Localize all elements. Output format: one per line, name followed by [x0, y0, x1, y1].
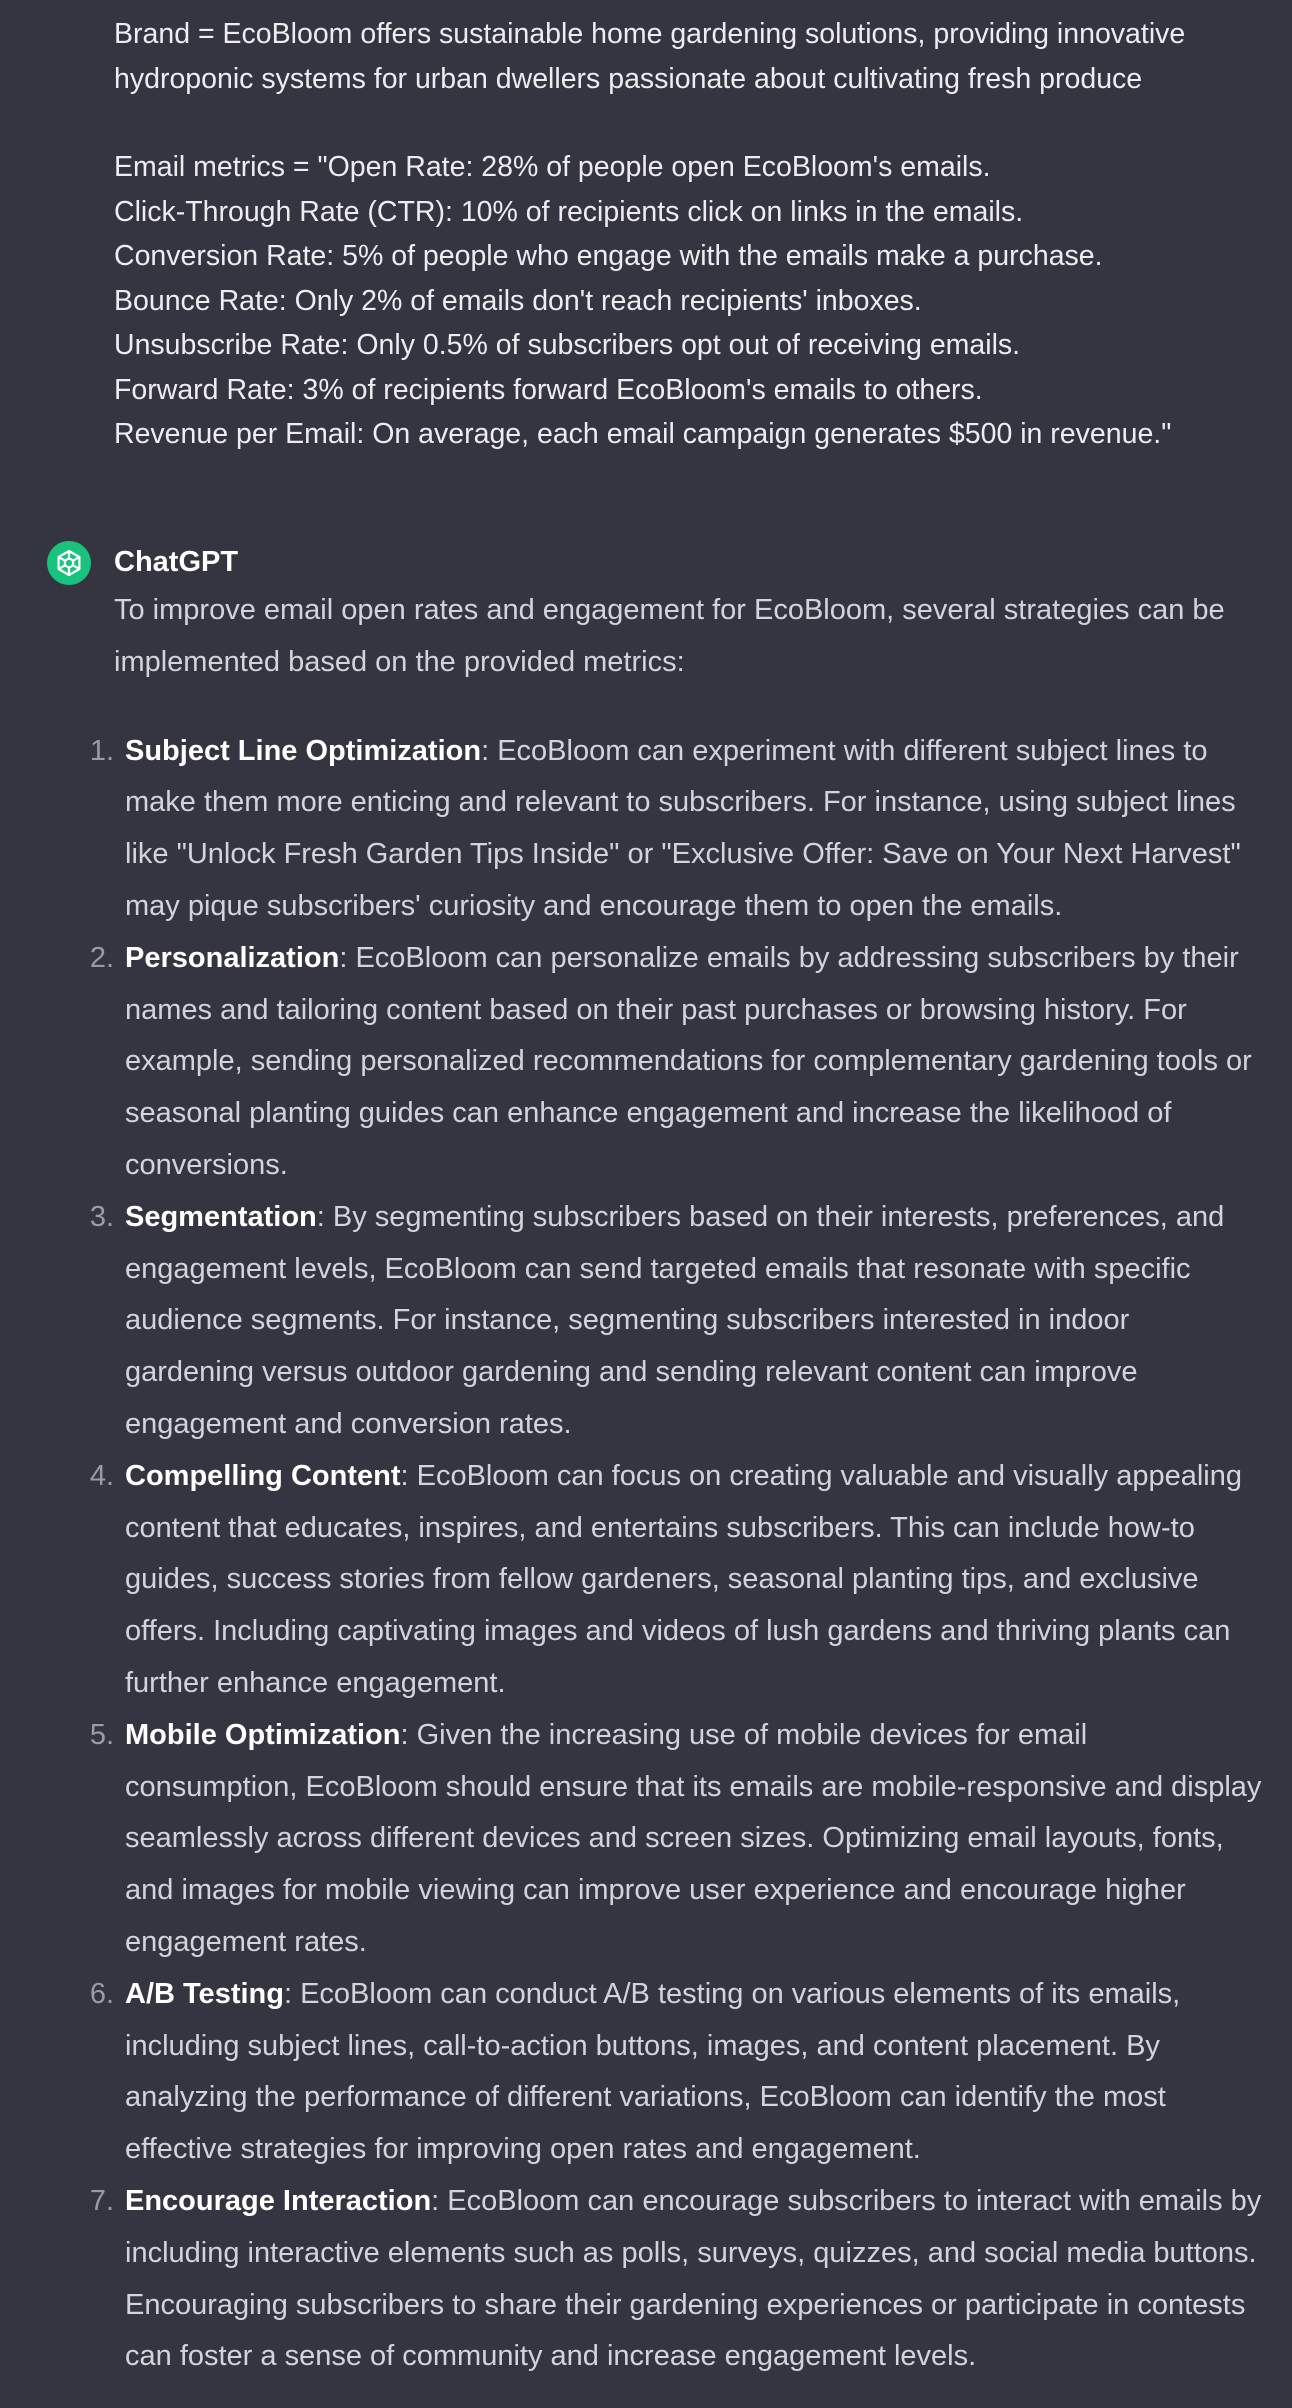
- list-item-title: Segmentation: [125, 1200, 317, 1233]
- list-item-title: Encourage Interaction: [125, 2184, 432, 2217]
- user-message-line: Revenue per Email: On average, each email campaign generates $500 in revenue.": [114, 418, 1172, 450]
- paragraph-gap: [114, 101, 1264, 145]
- list-item: [89, 1710, 1264, 1969]
- list-item: [89, 726, 1264, 933]
- assistant-message: [89, 585, 1264, 2383]
- openai-logo-icon: [54, 548, 84, 578]
- list-item: [89, 1451, 1264, 1710]
- list-number: 5.: [89, 1718, 114, 1751]
- assistant-avatar: [47, 541, 91, 585]
- assistant-name: ChatGPT: [114, 546, 239, 578]
- list-item-text: : Given the increasing use of mobile devices for email consumption, EcoBloom should ensure that its emails are mobile-responsive and display seamlessly across different devices and screen sizes. Optimizing email layouts, fonts, and images for mobile viewing can improve user experience and encourage higher engagement rates.: [125, 1718, 1262, 1958]
- list-item-text: : EcoBloom can conduct A/B testing on various elements of its emails, including subject lines, call-to-action buttons, images, and content placement. By analyzing the performance of different variations, EcoBloom can identify the most effective strategies for improving open rates and engagement.: [125, 1977, 1181, 2166]
- list-item-text: : EcoBloom can focus on creating valuable and visually appealing content that educates, inspires, and entertains subscribers. This can include how-to guides, success stories from fellow gardeners, seasonal planting tips, and exclusive offers. Including captivating images and videos of lush gardens and thriving plants can further enhance engagement.: [125, 1459, 1243, 1699]
- list-item: [89, 1969, 1264, 2176]
- list-item: [89, 1192, 1264, 1451]
- user-message-line: Email metrics = "Open Rate: 28% of people open EcoBloom's emails.: [114, 151, 991, 183]
- list-item-title: Compelling Content: [125, 1459, 401, 1492]
- list-number: 2.: [89, 941, 114, 974]
- list-item-text: : EcoBloom can encourage subscribers to interact with emails by including interactive elements such as polls, surveys, quizzes, and social media buttons. Encouraging subscribers to share their gardening experiences or participate in contests can foster a sense of community and increase engagement levels.: [125, 2184, 1262, 2373]
- list-item-text: : EcoBloom can experiment with different subject lines to make them more enticing and relevant to subscribers. For instance, using subject lines like "Unlock Fresh Garden Tips Inside" or "Exclusive Offer: Save on Your Next Harvest" may pique subscribers' curiosity and encourage them to open the emails.: [125, 734, 1241, 922]
- user-message-line: hydroponic systems for urban dwellers passionate about cultivating fresh produce: [114, 62, 1143, 95]
- list-item-text: : By segmenting subscribers based on their interests, preferences, and engagement levels, EcoBloom can send targeted emails that resonate with specific audience segments. For instance, segmenting subscribers interested in indoor gardening versus outdoor gardening and sending relevant content can improve engagement and conversion rates.: [125, 1200, 1225, 1440]
- assistant-intro: To improve email open rates and engagement for EcoBloom, several strategies can be implemented based on the provided metrics:: [114, 594, 1225, 678]
- list-number: 3.: [89, 1200, 114, 1233]
- list-number: 6.: [89, 1977, 114, 2010]
- list-item-title: Mobile Optimization: [125, 1718, 401, 1751]
- user-message: [114, 12, 1264, 457]
- user-message-line: Bounce Rate: Only 2% of emails don't reach recipients' inboxes.: [114, 284, 922, 317]
- user-message-line: Brand = EcoBloom offers sustainable home gardening solutions, providing innovative: [114, 18, 1186, 50]
- user-message-line: Conversion Rate: 5% of people who engage with the emails make a purchase.: [114, 240, 1103, 272]
- list-item-title: Subject Line Optimization: [125, 734, 482, 767]
- user-message-line: Click-Through Rate (CTR): 10% of recipients click on links in the emails.: [114, 195, 1024, 228]
- list-item: [89, 2176, 1264, 2383]
- user-message-line: Unsubscribe Rate: Only 0.5% of subscribers opt out of receiving emails.: [114, 329, 1021, 361]
- user-message-line: Forward Rate: 3% of recipients forward EcoBloom's emails to others.: [114, 373, 983, 406]
- list-item-title: Personalization: [125, 941, 340, 974]
- list-number: 4.: [89, 1459, 114, 1492]
- list-item-text: : EcoBloom can personalize emails by addressing subscribers by their names and tailoring content based on their past purchases or browsing history. For example, sending personalized recommendations for complementary gardening tools or seasonal planting guides can enhance engagement and increase the likelihood of conversions.: [125, 941, 1252, 1181]
- strategy-list: [89, 726, 1264, 2384]
- list-item: [89, 933, 1264, 1192]
- list-item-title: A/B Testing: [125, 1977, 284, 2010]
- list-number: 7.: [89, 2184, 114, 2217]
- list-number: 1.: [89, 734, 114, 767]
